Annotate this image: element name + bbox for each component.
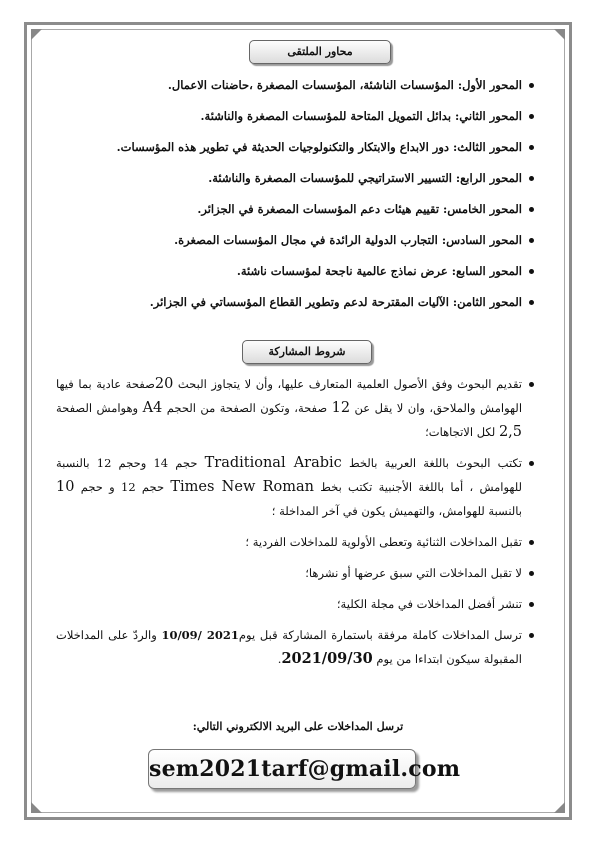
list-item [40, 132, 534, 163]
conditions-list [56, 372, 534, 678]
condition-text: وهوامش الصفحة [56, 401, 143, 415]
reply-date: 2021/09/30 [281, 650, 373, 667]
foreign-font-name: Times New Roman [170, 479, 314, 495]
axis-item-text: المحور السابع: عرض نماذج عالمية ناجحة لمؤسسات ناشئة. [236, 264, 522, 278]
list-item [56, 561, 534, 585]
axes-list [40, 70, 534, 318]
footnote-size-value: 10 [56, 479, 75, 495]
bullet-icon [529, 145, 534, 150]
list-item [40, 225, 534, 256]
deadline-date: 10/09/ 2021 [161, 628, 239, 642]
margin-value: 2,5 [498, 424, 522, 440]
axis-item-text: المحور الرابع: التسيير الاستراتيجي للمؤسسات المصغرة والناشئة. [208, 171, 522, 185]
bullet-icon [529, 571, 534, 576]
bullet-icon [529, 300, 534, 305]
condition-text: صفحة، وتكون الصفحة من الحجم [162, 401, 332, 415]
corner-ornament [31, 29, 42, 40]
max-pages-value: 20 [154, 376, 174, 392]
bullet-icon [529, 238, 534, 243]
axis-item-text: المحور الثامن: الآليات المقترحة لدعم وتطوير القطاع المؤسساتي في الجزائر. [149, 295, 522, 309]
list-item [56, 372, 534, 444]
condition-text: . [277, 652, 282, 666]
condition-text: تكتب البحوث باللغة العربية بالخط [341, 456, 522, 470]
bullet-icon [529, 382, 534, 387]
bullet-icon [529, 633, 534, 638]
corner-ornament [554, 802, 565, 813]
list-item [40, 101, 534, 132]
condition-text: تنشر أفضل المداخلات في مجلة الكلية؛ [336, 597, 522, 611]
list-item [40, 194, 534, 225]
condition-text: لكل الاتجاهات؛ [425, 425, 499, 439]
condition-text: والردّ على المداخلات المقبولة سيكون ابتداءا من يوم [56, 628, 522, 666]
axis-item-text: المحور السادس: التجارب الدولية الرائدة في مجال المؤسسات المصغرة. [174, 233, 522, 247]
axis-item-text: المحور الثالث: دور الابداع والابتكار والتكنولوجيات الحديثة في تطوير هذه المؤسسات. [116, 140, 522, 154]
axis-item-text: المحور الأول: المؤسسات الناشئة، المؤسسات المصغرة ،حاضنات الاعمال. [167, 78, 522, 92]
bullet-icon [529, 83, 534, 88]
bullet-icon [529, 114, 534, 119]
bullet-icon [529, 207, 534, 212]
condition-text: حجم 12 و حجم [74, 480, 171, 494]
conditions-section-title: شروط المشاركة [242, 340, 372, 364]
corner-ornament [554, 29, 565, 40]
list-item [56, 623, 534, 671]
bullet-icon [529, 461, 534, 466]
condition-text: لا تقبل المداخلات التي سبق عرضها أو نشرها؛ [305, 566, 522, 580]
paper-size-value: A4 [142, 400, 163, 416]
corner-ornament [31, 802, 42, 813]
email-instruction: ترسل المداخلات على البريد الالكتروني التالي: [192, 720, 404, 733]
axis-item-text: المحور الثاني: بدائل التمويل المتاحة للمؤسسات المصغرة والناشئة. [200, 109, 522, 123]
list-item [40, 256, 534, 287]
list-item [40, 163, 534, 194]
axes-section-title: محاور الملتقى [249, 40, 391, 64]
condition-text: صفحة عادية بما فيها الهوامش والملاحق، وان لا يقل عن [56, 377, 523, 415]
list-item [56, 451, 534, 523]
condition-text: حجم 14 وحجم 12 بالنسبة للهوامش ، أما باللغة الأجنبية تكتب بخط [56, 456, 523, 494]
condition-text: تقديم البحوث وفق الأصول العلمية المتعارف عليها، وأن لا يتجاوز البحث [173, 377, 522, 391]
condition-text: تقبل المداخلات الثنائية وتعطى الأولوية للمداخلات الفردية ؛ [245, 535, 522, 549]
condition-text: بالنسبة للهوامش، والتهميش يكون في آخر المداخلة ؛ [271, 504, 522, 518]
bullet-icon [529, 269, 534, 274]
bullet-icon [529, 602, 534, 607]
list-item [56, 592, 534, 616]
list-item [40, 287, 534, 318]
arabic-font-name: Traditional Arabic [204, 455, 342, 471]
bullet-icon [529, 540, 534, 545]
axis-item-text: المحور الخامس: تقييم هيئات دعم المؤسسات المصغرة في الجزائر. [197, 202, 522, 216]
min-pages-value: 12 [331, 400, 351, 416]
list-item [56, 530, 534, 554]
bullet-icon [529, 176, 534, 181]
list-item [40, 70, 534, 101]
condition-text: ترسل المداخلات كاملة مرفقة باستمارة المشاركة قبل يوم [238, 628, 522, 642]
email-address[interactable]: sem2021tarf@gmail.com [148, 749, 416, 789]
